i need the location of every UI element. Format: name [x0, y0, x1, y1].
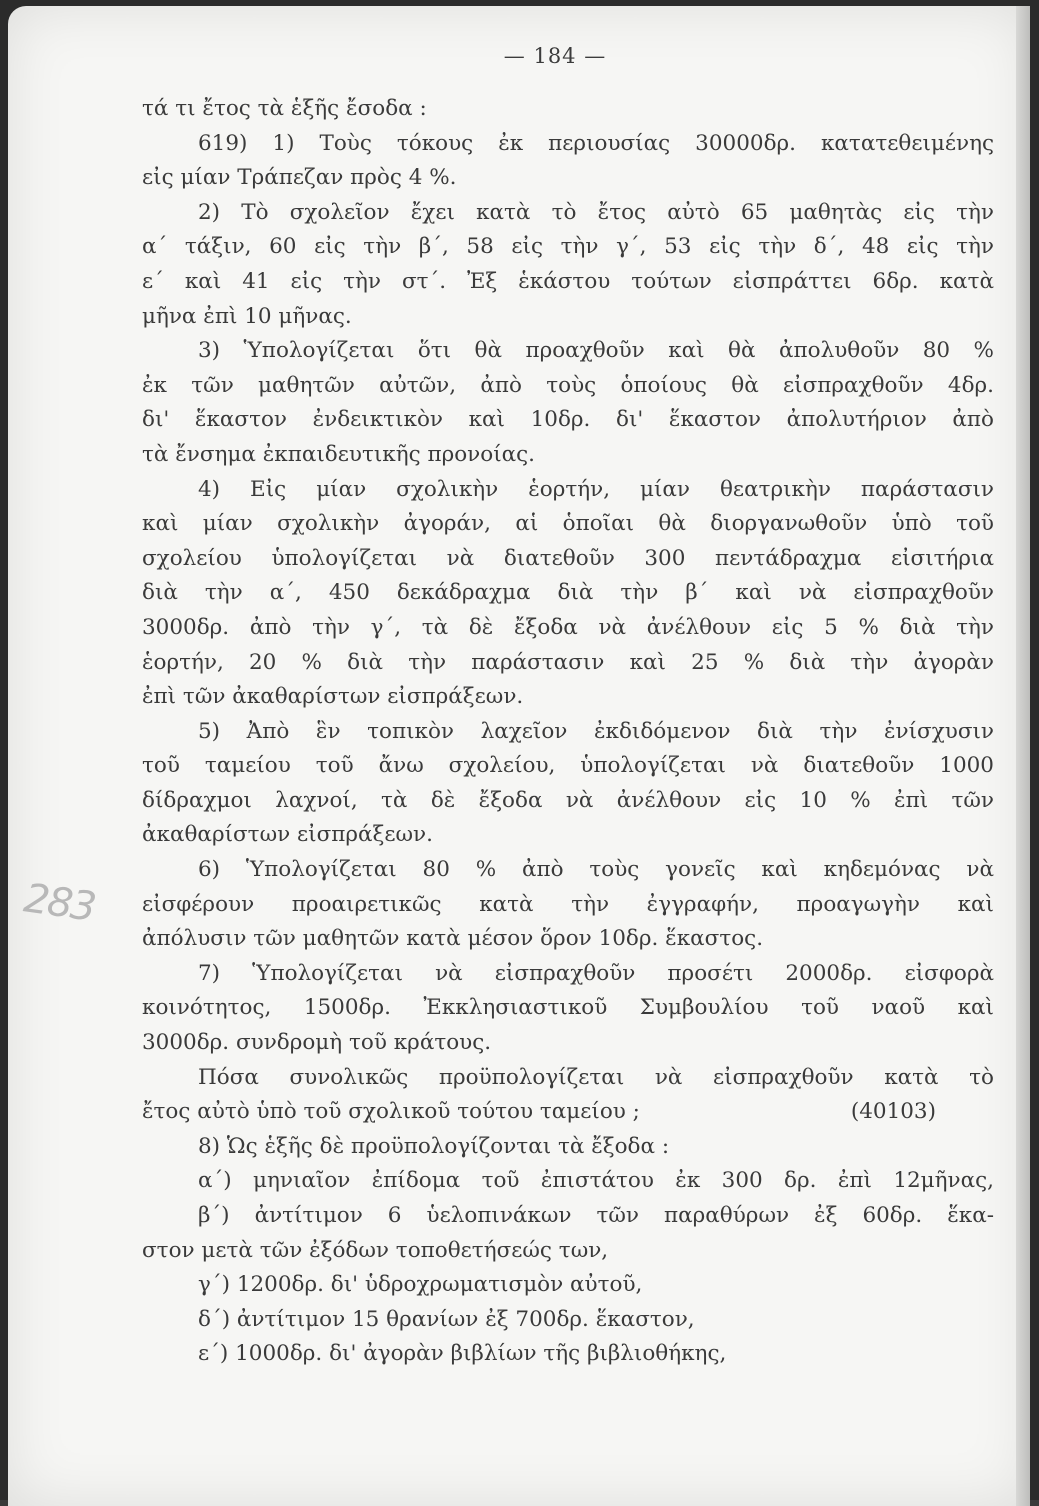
text-line [142, 1303, 994, 1338]
text-line [142, 715, 994, 750]
text-line-content: ε΄ καὶ 41 εἰς τὴν στ΄. Ἐξ ἑκάστου τούτων εἰσπράττει 6δρ. κατὰ [142, 268, 994, 294]
text-line [142, 576, 994, 611]
text-line [142, 680, 994, 715]
text-line [142, 853, 994, 888]
text-line-content: σχολείου ὑπολογίζεται νὰ διατεθοῦν 300 πεντάδραχμα εἰσιτήρια [142, 545, 994, 571]
text-line [142, 507, 994, 542]
text-line [142, 957, 994, 992]
text-line [142, 1234, 994, 1269]
text-line-content: 3000δρ. συνδρομὴ τοῦ κράτους. [142, 1030, 492, 1056]
text-line-content: 7) Ὑπολογίζεται νὰ εἰσπραχθοῦν προσέτι 2000δρ. εἰσφορὰ [198, 960, 994, 986]
text-line [142, 230, 994, 265]
text-line-content: ἔτος αὐτὸ ὑπὸ τοῦ σχολικοῦ τούτου ταμείου ; [142, 1099, 640, 1125]
page-number: — 184 — [503, 44, 607, 68]
text-line-content: καὶ μίαν σχολικὴν ἀγοράν, αἱ ὁποῖαι θὰ διοργανωθοῦν ὑπὸ τοῦ [142, 511, 994, 537]
text-line [142, 991, 994, 1026]
text-line-content: δι' ἕκαστον ἐνδεικτικὸν καὶ 10δρ. δι' ἕκαστον ἀπολυτήριον ἀπὸ [142, 407, 994, 433]
text-line-content: τὰ ἔνσημα ἐκπαιδευτικῆς προνοίας. [142, 441, 536, 467]
page-text-body [142, 92, 994, 1372]
text-line [142, 646, 994, 681]
handwritten-margin-note: 283 [21, 875, 98, 931]
text-line-content: 5) Ἀπὸ ἓν τοπικὸν λαχεῖον ἐκδιδόμενον διὰ τὴν ἐνίσχυσιν [198, 718, 994, 744]
text-line [142, 334, 994, 369]
text-line-content: ἐκ τῶν μαθητῶν αὐτῶν, ἀπὸ τοὺς ὁποίους θὰ εἰσπραχθοῦν 4δρ. [142, 372, 994, 398]
text-line [142, 300, 994, 335]
text-line-content: στον μετὰ τῶν ἐξόδων τοποθετήσεώς των, [142, 1237, 609, 1263]
text-line-content: εἰσφέρουν προαιρετικῶς κατὰ τὴν ἐγγραφήν, προαγωγὴν καὶ [142, 891, 994, 917]
text-line-content: α΄ τάξιν, 60 εἰς τὴν β΄, 58 εἰς τὴν γ΄, 53 εἰς τὴν δ΄, 48 εἰς τὴν [142, 234, 994, 260]
text-line [142, 265, 994, 300]
text-line [142, 922, 994, 957]
text-line-content: 4) Εἰς μίαν σχολικὴν ἑορτήν, μίαν θεατρικὴν παράστασιν [198, 476, 994, 502]
text-line-content: 8) Ὡς ἑξῆς δὲ προϋπολογίζονται τὰ ἔξοδα : [198, 1133, 670, 1159]
text-line [142, 196, 994, 231]
text-line [142, 1268, 994, 1303]
text-line-content: κοινότητος, 1500δρ. Ἐκκλησιαστικοῦ Συμβουλίου τοῦ ναοῦ καὶ [142, 995, 994, 1021]
text-line [142, 611, 994, 646]
text-line-content: Πόσα συνολικῶς προϋπολογίζεται νὰ εἰσπραχθοῦν κατὰ τὸ [198, 1064, 994, 1090]
text-line-content: μῆνα ἐπὶ 10 μῆνας. [142, 303, 352, 329]
text-line [142, 1026, 994, 1061]
text-line-content: 3000δρ. ἀπὸ τὴν γ΄, τὰ δὲ ἔξοδα νὰ ἀνέλθουν εἰς 5 % διὰ τὴν [142, 614, 994, 640]
text-line-content: ἐπὶ τῶν ἀκαθαρίστων εἰσπράξεων. [142, 684, 524, 710]
text-line [142, 161, 994, 196]
text-line [142, 1337, 994, 1372]
text-line [142, 542, 994, 577]
text-line-content: γ΄) 1200δρ. δι' ὑδροχρωματισμὸν αὐτοῦ, [198, 1272, 643, 1298]
text-line [142, 1130, 994, 1165]
text-line [142, 92, 994, 127]
text-line [142, 784, 994, 819]
text-line [142, 403, 994, 438]
text-line [142, 1095, 994, 1130]
text-line [142, 1061, 994, 1096]
text-line [142, 1164, 994, 1199]
text-line-content: ἑορτήν, 20 % διὰ τὴν παράστασιν καὶ 25 % διὰ τὴν ἀγορὰν [142, 649, 994, 675]
text-line-content: 6) Ὑπολογίζεται 80 % ἀπὸ τοὺς γονεῖς καὶ κηδεμόνας νὰ [198, 857, 994, 883]
text-line [142, 749, 994, 784]
text-line [142, 1199, 994, 1234]
text-line-content: 2) Τὸ σχολεῖον ἔχει κατὰ τὸ ἔτος αὐτὸ 65 μαθητὰς εἰς τὴν [198, 199, 994, 225]
page-edge [1016, 6, 1030, 1506]
text-line-content: τοῦ ταμείου τοῦ ἄνω σχολείου, ὑπολογίζεται νὰ διατεθοῦν 1000 [142, 753, 994, 779]
text-line [142, 127, 994, 162]
text-line-content: β΄) ἀντίτιμον 6 ὑελοπινάκων τῶν παραθύρων ἐξ 60δρ. ἕκα- [198, 1203, 994, 1228]
text-line-content: α΄) μηνιαῖον ἐπίδομα τοῦ ἐπιστάτου ἐκ 300 δρ. ἐπὶ 12μῆνας, [198, 1168, 994, 1194]
text-line [142, 818, 994, 853]
text-line-content: 619) 1) Τοὺς τόκους ἐκ περιουσίας 30000δρ. κατατεθειμένης [198, 130, 994, 156]
text-line-content: ἀπόλυσιν τῶν μαθητῶν κατὰ μέσον ὅρον 10δρ. ἕκαστος. [142, 926, 764, 952]
text-line-content: δίδραχμοι λαχνοί, τὰ δὲ ἔξοδα νὰ ἀνέλθουν εἰς 10 % ἐπὶ τῶν [142, 787, 994, 813]
text-line-content: ἀκαθαρίστων εἰσπράξεων. [142, 822, 433, 848]
text-line [142, 888, 994, 923]
text-line-content: ε΄) 1000δρ. δι' ἀγορὰν βιβλίων τῆς βιβλιοθήκης, [198, 1341, 727, 1367]
text-line [142, 369, 994, 404]
text-line [142, 438, 994, 473]
text-line-content: 3) Ὑπολογίζεται ὅτι θὰ προαχθοῦν καὶ θὰ ἀπολυθοῦν 80 % [198, 338, 994, 364]
text-line-content: δ΄) ἀντίτιμον 15 θρανίων ἐξ 700δρ. ἕκαστον, [198, 1306, 695, 1332]
text-line-content: διὰ τὴν α΄, 450 δεκάδραχμα διὰ τὴν β΄ καὶ νὰ εἰσπραχθοῦν [142, 580, 994, 606]
text-line-content: τά τι ἔτος τὰ ἑξῆς ἔσοδα : [142, 96, 427, 121]
text-line-content: εἰς μίαν Τράπεζαν πρὸς 4 %. [142, 165, 457, 191]
answer-value: (40103) [850, 1099, 936, 1125]
text-line [142, 473, 994, 508]
